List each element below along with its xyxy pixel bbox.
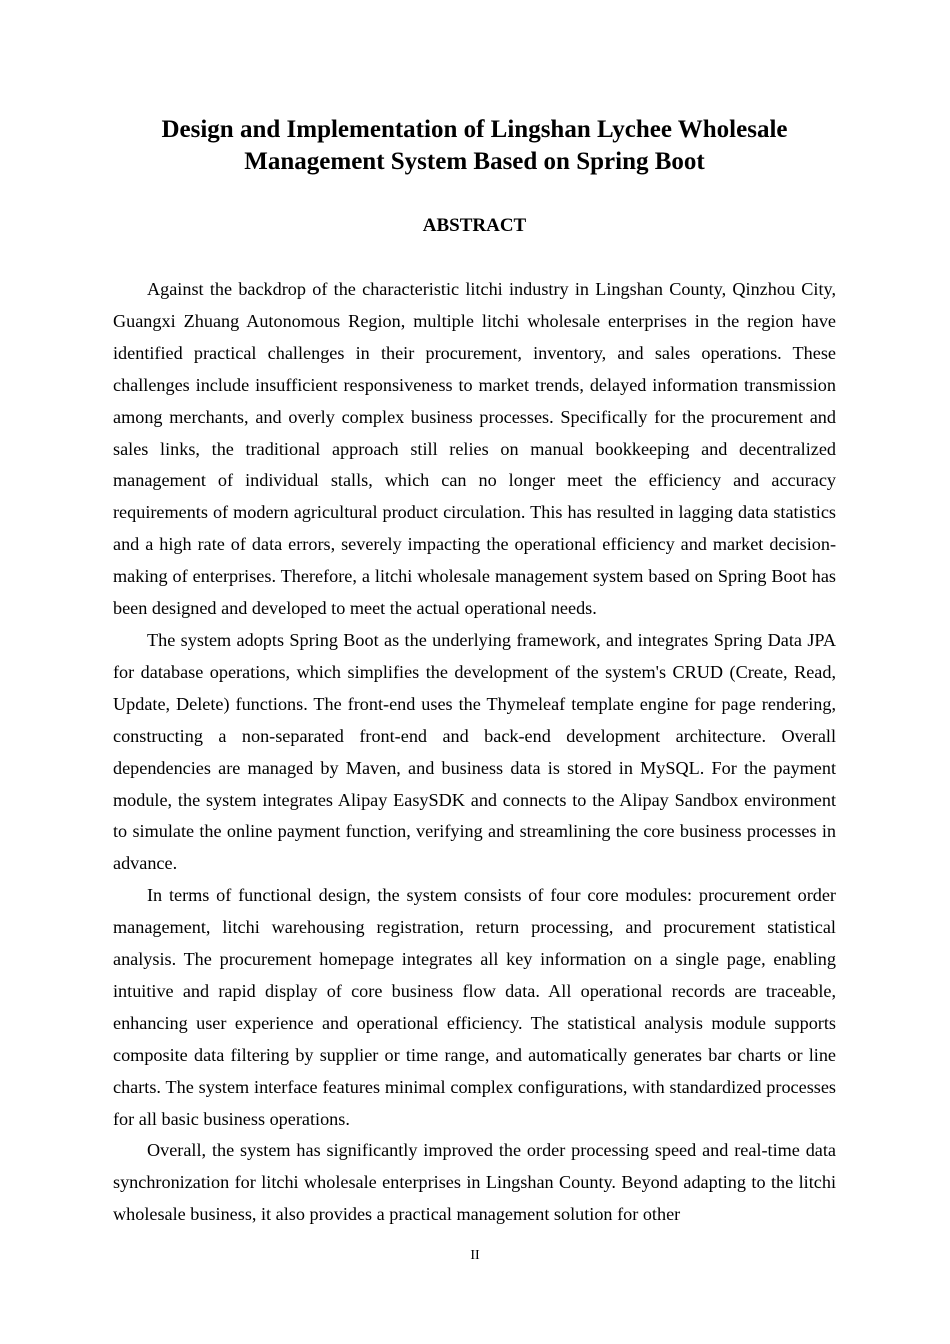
abstract-heading: ABSTRACT — [422, 215, 527, 236]
abstract-paragraph-3: In terms of functional design, the system consists of four core modules: procurement order management, litchi warehousing registration, return processing, and procurement statistical analysis. The procurement homepage integrates all key information on a single page, enabling intuitive and rapid display of core business flow data. All operational records are traceable, enhancing user experience and operational efficiency. The statistical analysis module supports composite data filtering by supplier or time range, and automatically generates bar charts or line charts. The system interface features minimal complex configurations, with standardized processes for all basic business operations. — [113, 885, 836, 1129]
paper-title-line-1: Design and Implementation of Lingshan Lychee Wholesale — [161, 116, 788, 143]
abstract-paragraph-2: The system adopts Spring Boot as the underlying framework, and integrates Spring Data JPA for database operations, which simplifies the development of the system's CRUD (Create, Read, Update, Delete) functions. The front-end uses the Thymeleaf template engine for page rendering, constructing a non-separated front-end and back-end development architecture. Overall dependencies are managed by Maven, and business data is stored in MySQL. For the payment module, the system integrates Alipay EasySDK and connects to the Alipay Sandbox environment to simulate the online payment function, verifying and streamlining the core business processes in advance. — [113, 629, 836, 874]
abstract-paragraph-1: Against the backdrop of the characteristic litchi industry in Lingshan County, Qinzhou City, Guangxi Zhuang Autonomous Region, multiple litchi wholesale enterprises in the region have identified practical challenges in their procurement, inventory, and sales operations. These challenges include insufficient responsiveness to market trends, delayed information transmission among merchants, and overly complex business processes. Specifically for the procurement and sales links, the traditional approach still relies on manual bookkeeping and decentralized management of individual stalls, which can no longer meet the efficiency and accuracy requirements of modern agricultural product circulation. This has resulted in lagging data statistics and a high rate of data errors, severely impacting the operational efficiency and market decision-making of enterprises. Therefore, a litchi wholesale management system based on Spring Boot has been designed and developed to meet the actual operational needs. — [113, 279, 836, 619]
page-number: II — [470, 1248, 480, 1263]
paper-title — [113, 114, 836, 178]
paper-title-line-2: Management System Based on Spring Boot — [244, 148, 705, 175]
abstract-body — [113, 274, 836, 1231]
abstract-paragraph-4: Overall, the system has significantly improved the order processing speed and real-time data synchronization for litchi wholesale enterprises in Lingshan County. Beyond adapting to the litchi wholesale business, it also provides a practical management solution for other — [113, 1140, 836, 1225]
